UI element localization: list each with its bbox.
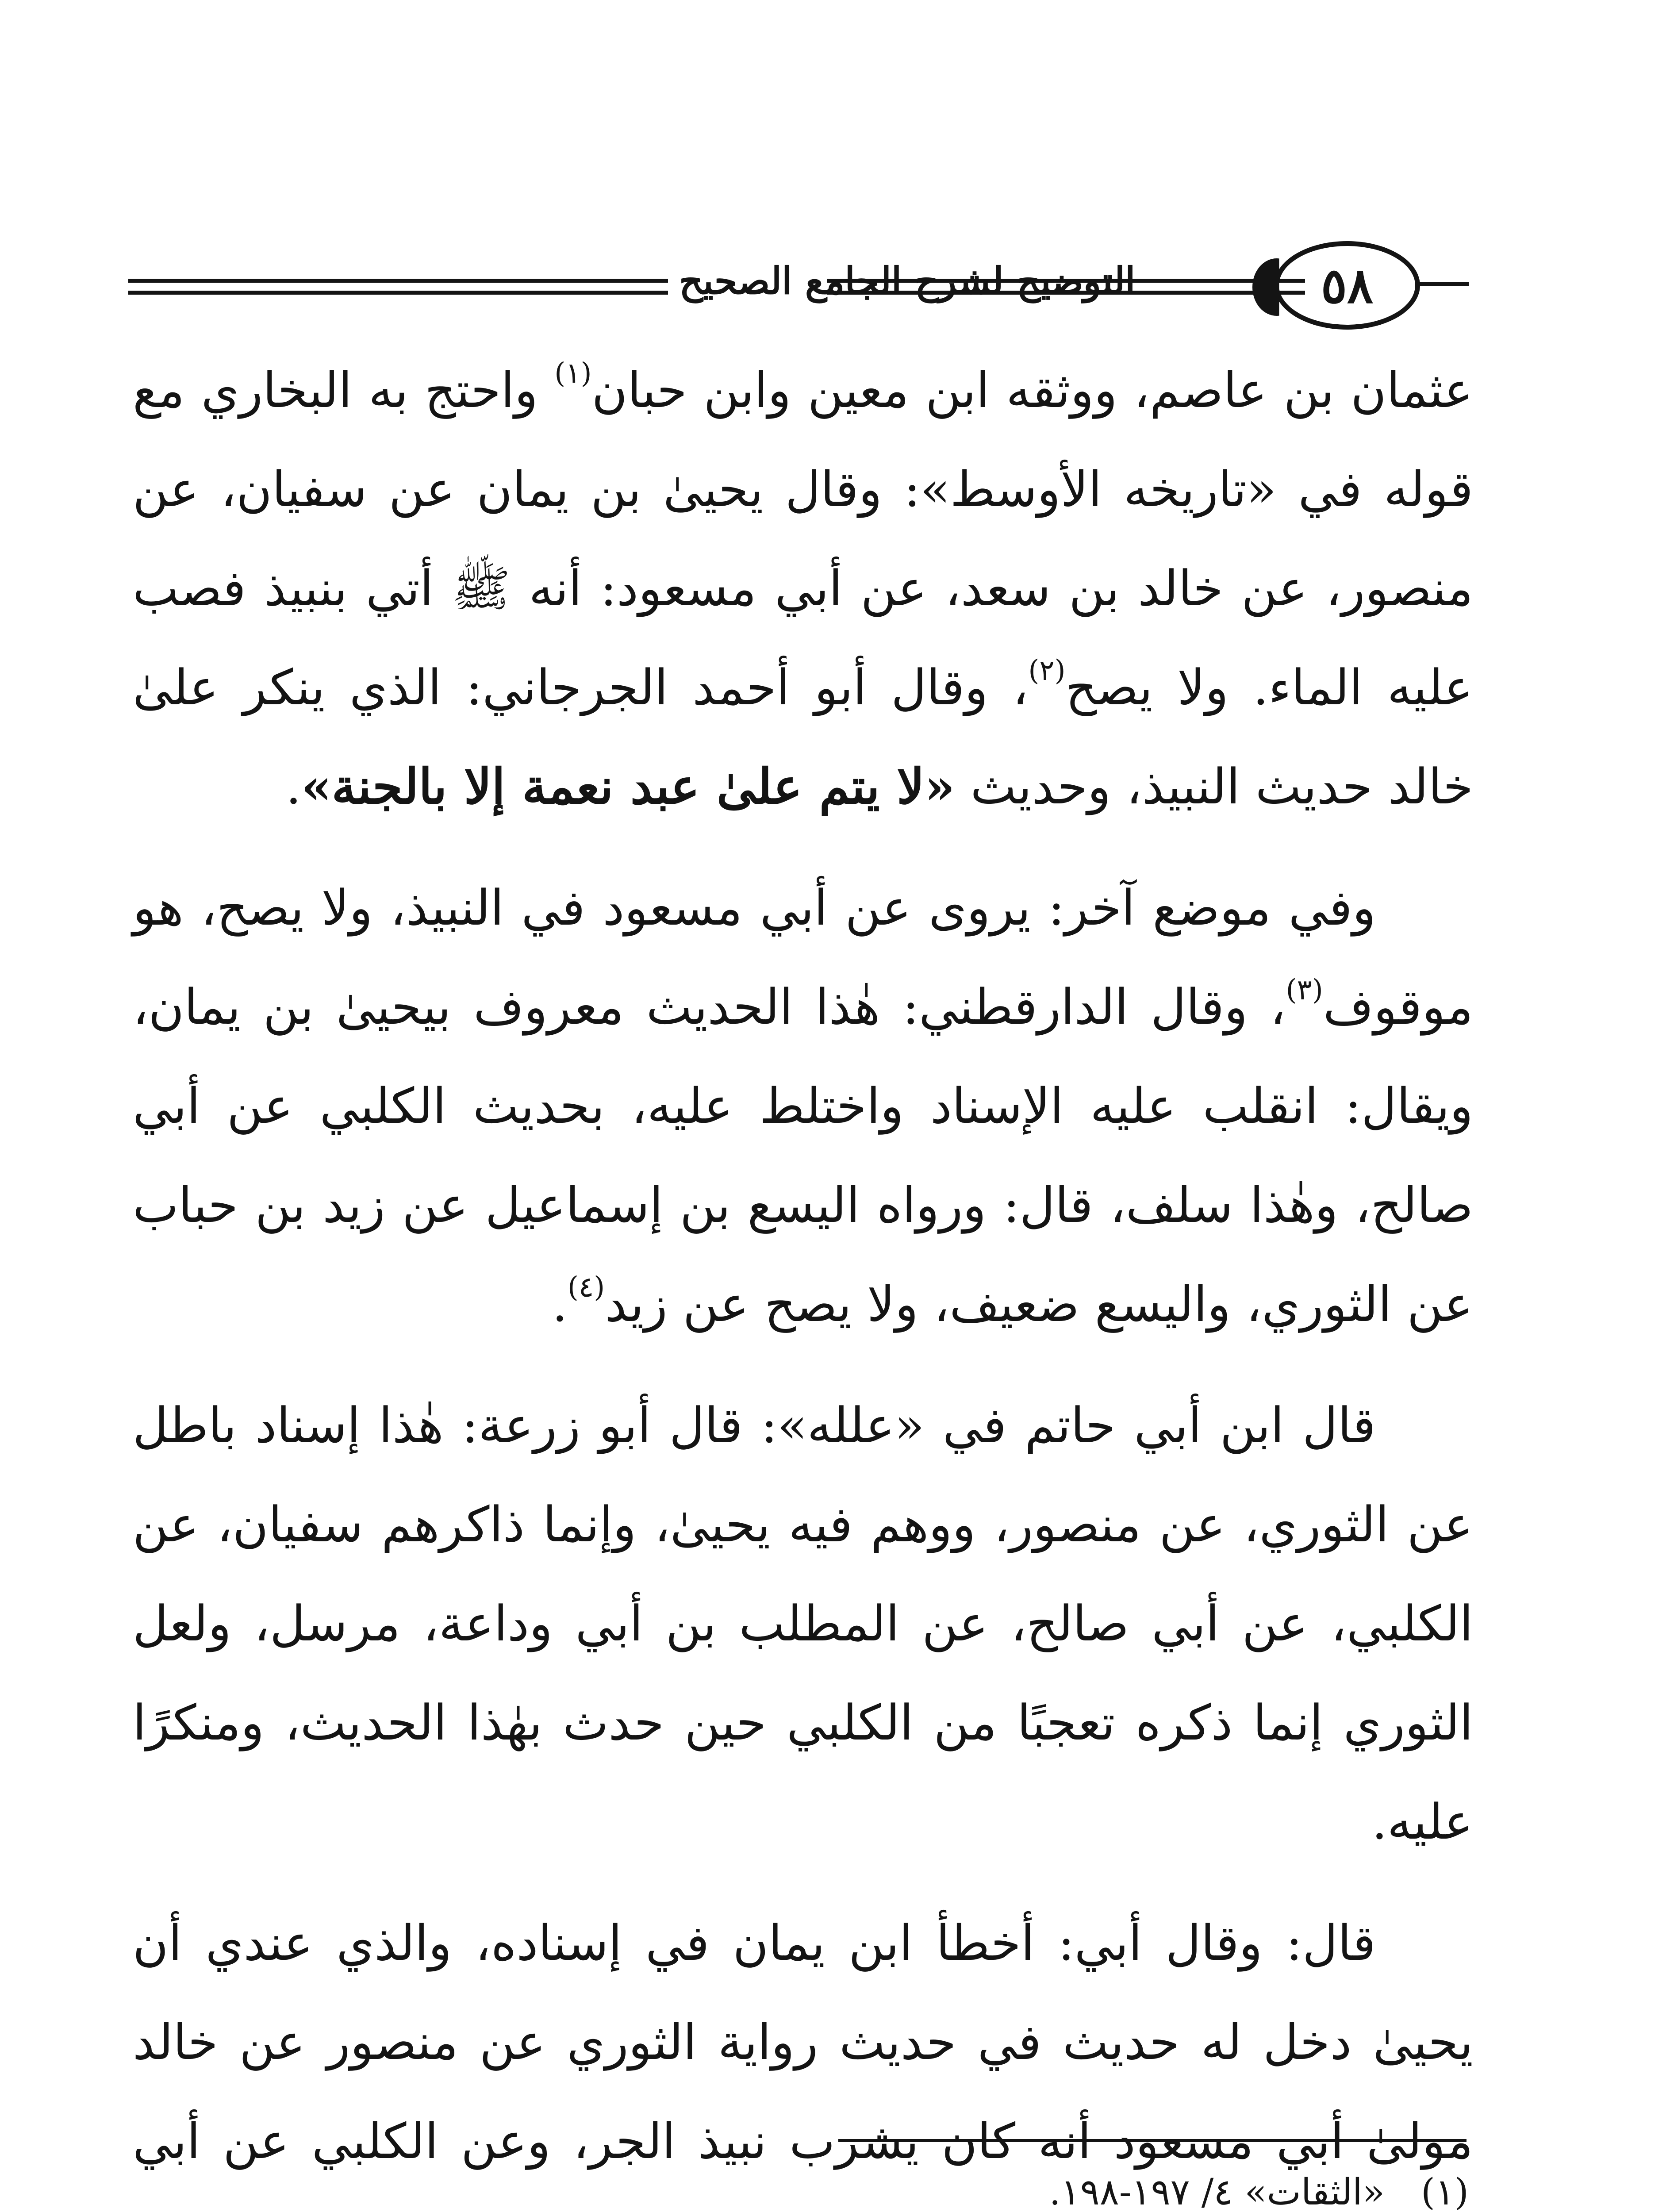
footnote-reference: (١) [554, 357, 592, 390]
main-text [133, 341, 1473, 2212]
page-header [128, 241, 1469, 330]
footnote-reference: (٢) [1028, 654, 1066, 687]
header-rule-right [1416, 282, 1469, 286]
text-run: وفي موضع آخر: يروى عن أبي مسعود في النبيذ، ولا يصح، هو موقوف [133, 879, 1473, 1035]
header-rule-left [128, 279, 668, 295]
footnote-reference: (٣) [1286, 974, 1323, 1006]
paragraph [133, 341, 1473, 836]
hadith-quote: «لا يتم علىٰ عبد نعمة إلا بالجنة» [301, 758, 955, 815]
text-run: ، وقال الدارقطني: هٰذا الحديث معروف بيحيىٰ بن يمان، ويقال: انقلب عليه الإسناد واختلط عليه، بحديث الكلبي عن أبي صالح، وهٰذا سلف، قال: ورواه اليسع بن إسماعيل عن زيد بن حباب عن الثوري، واليسع ضعيف، ولا يصح عن زيد [133, 979, 1473, 1333]
page-number: ٥٨ [1274, 241, 1420, 330]
text-run: واحتج به البخاري مع قوله في «تاريخه الأوسط»: وقال يحيىٰ بن يمان عن سفيان، عن منصور، عن خالد بن سعد، عن أبي مسعود: أنه ﷺ أتي بنبيذ فصب عليه الماء. ولا يصح [133, 362, 1473, 716]
footnote-text: «الثقات» ٤/ ١٩٧-١٩٨. [1049, 2171, 1385, 2212]
footnote-separator [838, 2139, 1467, 2142]
text-run: عثمان بن عاصم، ووثقه ابن معين وابن حبان [591, 362, 1473, 419]
paragraph [133, 1376, 1473, 1871]
paragraph [133, 858, 1473, 1354]
footnote-number: (١) [1420, 2171, 1469, 2212]
text-run: . [285, 758, 301, 815]
footnote-reference: (٤) [567, 1271, 605, 1304]
footnote-item [230, 2154, 1469, 2212]
text-run: ، وقال أبو أحمد الجرجاني: الذي ينكر علىٰ خالد حديث النبيذ، وحديث [133, 659, 1473, 815]
text-run: . [552, 1276, 568, 1333]
text-run: قال: وقال أبي: أخطأ ابن يمان في إسناده، والذي عندي أن يحيىٰ دخل له حديث في حديث رواية الثوري عن منصور عن خالد مولىٰ أبي مسعود أنه كان يشرب نبيذ الجر، وعن الكلبي عن أبي [133, 1915, 1473, 2170]
running-title: التوضيح لشرح الجامع الصحيح [679, 259, 1136, 303]
footnotes [230, 2154, 1469, 2212]
text-run: قال ابن أبي حاتم في «علله»: قال أبو زرعة: هٰذا إسناد باطل عن الثوري، عن منصور، ووهم فيه يحيىٰ، وإنما ذاكرهم سفيان، عن الكلبي، عن أبي صالح، عن المطلب بن أبي وداعة، مرسل، ولعل الثوري إنما ذكره تعجبًا من الكلبي حين حدث بهٰذا الحديث، ومنكرًا عليه. [133, 1397, 1473, 1850]
